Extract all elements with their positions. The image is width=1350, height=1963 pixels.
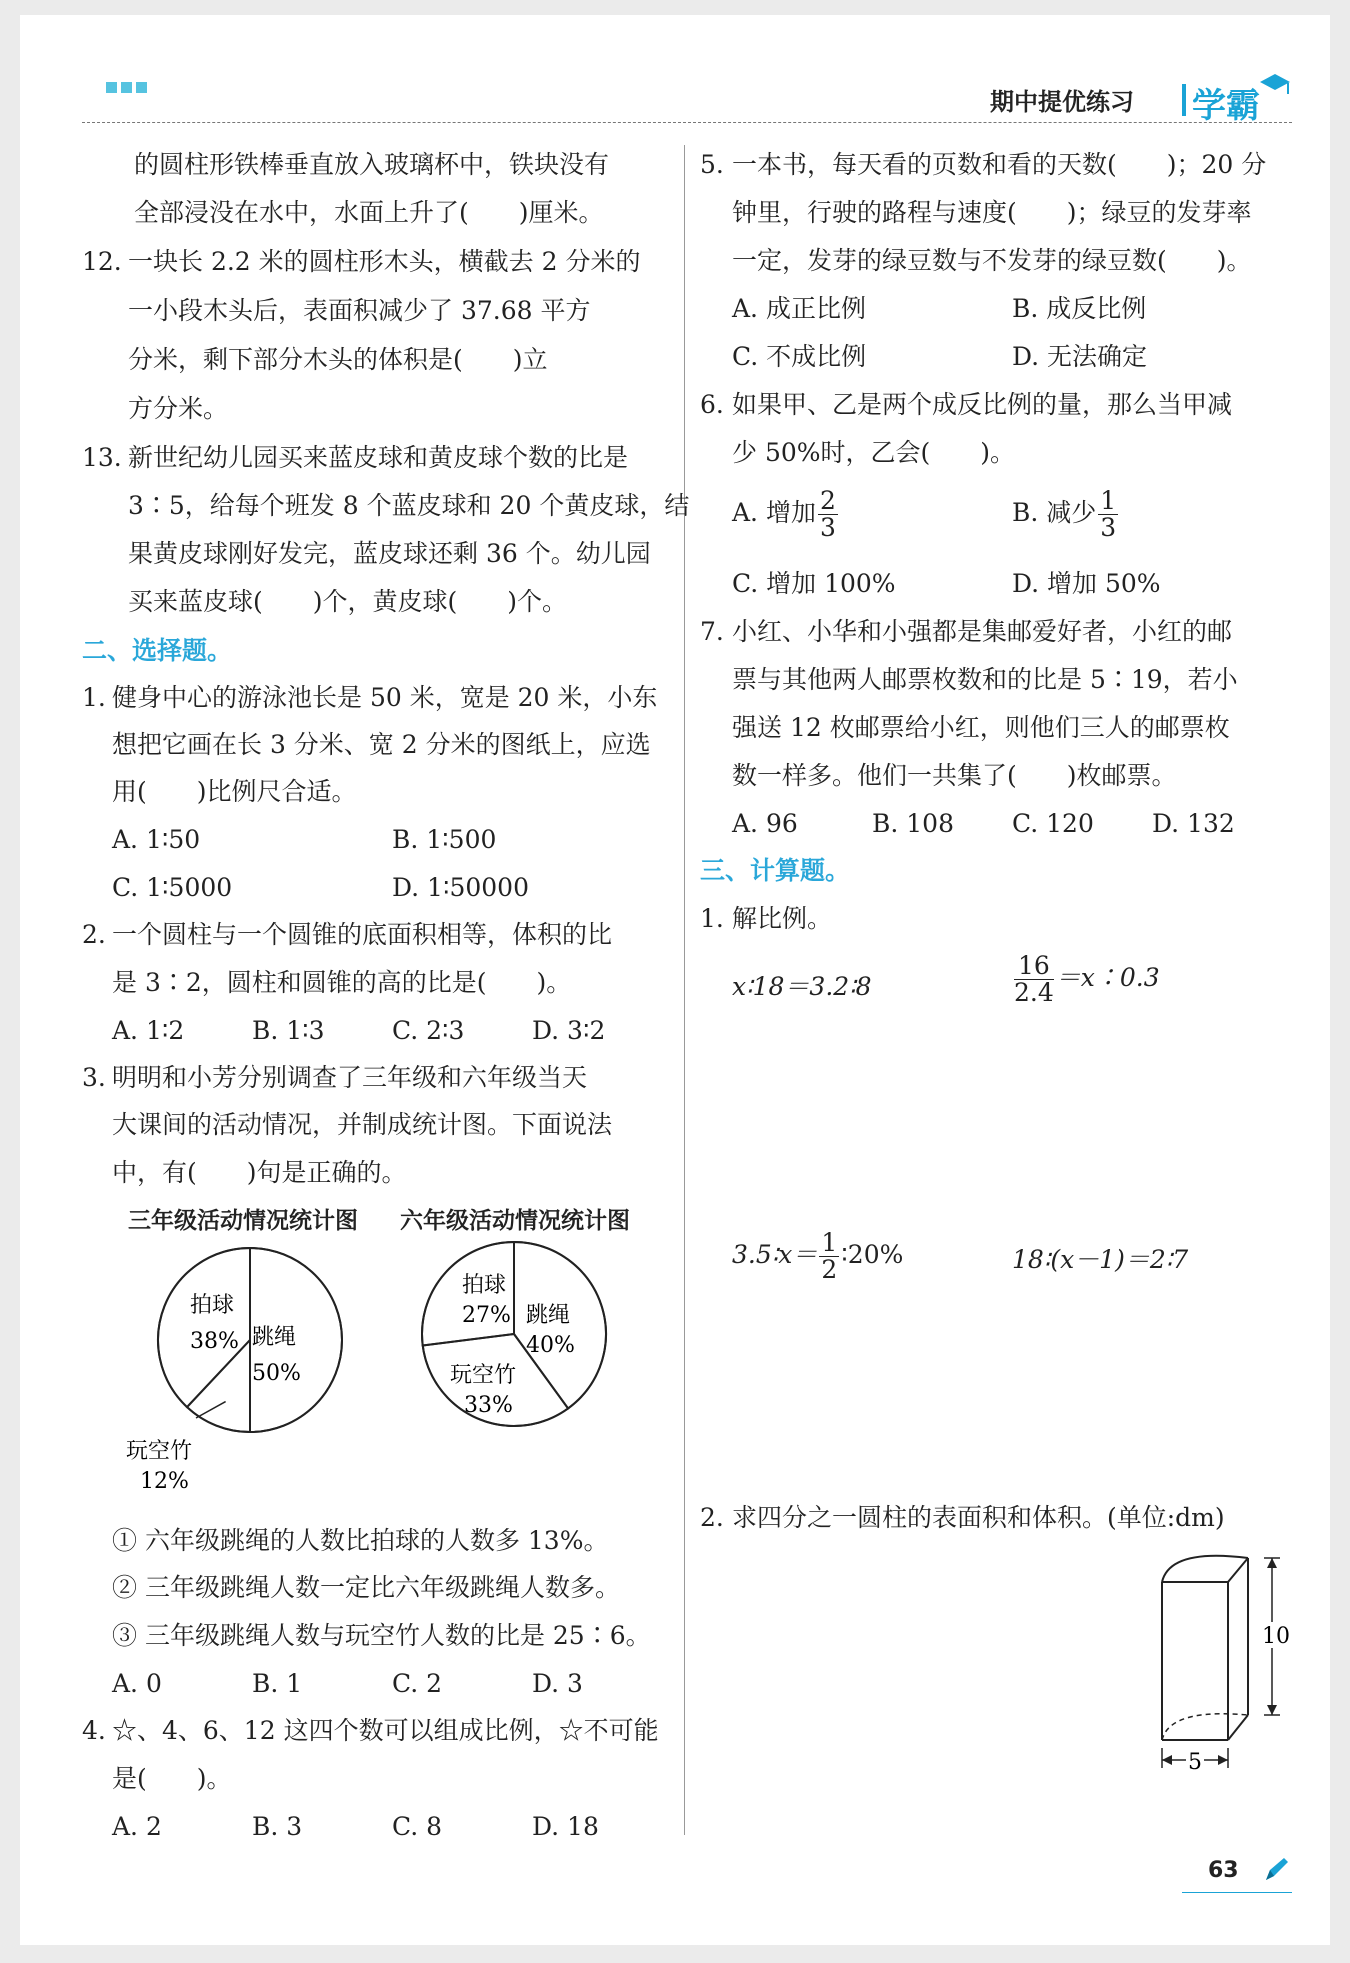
calc1-number: 1. xyxy=(700,904,724,933)
fraction-denominator: 2.4 xyxy=(1014,978,1054,1007)
c1-option-d: D. 1∶50000 xyxy=(392,873,529,902)
height-label: 10 xyxy=(1262,1624,1290,1649)
pie-label-value: 38% xyxy=(190,1329,239,1354)
calc1-label: 解比例。 xyxy=(732,904,833,933)
q12-number: 12. xyxy=(82,247,122,276)
c5-line: 钟里，行驶的路程与速度( )；绿豆的发芽率 xyxy=(732,198,1252,227)
c1-line: 想把它画在长 3 分米、宽 2 分米的图纸上，应选 xyxy=(112,730,651,759)
c3-statement: ② 三年级跳绳人数一定比六年级跳绳人数多。 xyxy=(112,1573,620,1602)
c4-number: 4. xyxy=(82,1716,106,1745)
c2-option-c: C. 2∶3 xyxy=(392,1016,465,1045)
fraction-numerator: 1 xyxy=(1100,486,1117,515)
c4-option-d: D. 18 xyxy=(532,1812,599,1841)
q13-line: 3∶5，给每个班发 8 个蓝皮球和 20 个黄皮球，结 xyxy=(128,491,690,520)
pie-label-value: 12% xyxy=(140,1469,189,1494)
pie-label-value: 27% xyxy=(462,1303,511,1328)
c6-number: 6. xyxy=(700,390,724,419)
c3-option-a: A. 0 xyxy=(112,1669,162,1698)
equation-1: x∶18＝3.2∶8 xyxy=(732,972,872,1001)
c4-option-a: A. 2 xyxy=(112,1812,162,1841)
c1-option-b: B. 1∶500 xyxy=(392,825,497,854)
c4-line: 是( )。 xyxy=(112,1764,232,1793)
fraction-denominator: 3 xyxy=(1100,513,1117,542)
c1-option-c: C. 1∶5000 xyxy=(112,873,233,902)
pie-label-category: 玩空竹 xyxy=(450,1363,517,1388)
c7-line: 数一样多。他们一共集了( )枚邮票。 xyxy=(732,761,1177,790)
q12-text: 一块长 2.2 米的圆柱形木头，横截去 2 分米的 xyxy=(128,247,641,276)
header-title: 期中提优练习 xyxy=(990,88,1134,116)
c5-option-b: B. 成反比例 xyxy=(1012,294,1147,323)
calc2-label: 求四分之一圆柱的表面积和体积。(单位:dm) xyxy=(732,1503,1225,1532)
pie-label-category: 拍球 xyxy=(462,1273,507,1298)
graduation-cap-icon xyxy=(1258,70,1292,96)
equation-2-rest: ＝x∶0.3 xyxy=(1055,963,1160,992)
pie-label-value: 50% xyxy=(252,1361,301,1386)
equation-3 xyxy=(732,1230,903,1283)
fraction-numerator: 1 xyxy=(821,1228,838,1257)
c6-option-a-text: A. 增加 xyxy=(732,498,816,527)
fraction xyxy=(818,488,838,541)
equation-3-left: 3.5∶x＝ xyxy=(732,1240,818,1269)
header-rule xyxy=(82,122,1292,123)
c3-statement: ① 六年级跳绳的人数比拍球的人数多 13%。 xyxy=(112,1526,609,1555)
equation-2 xyxy=(1012,953,1160,1006)
c5-option-d: D. 无法确定 xyxy=(1012,342,1148,371)
q12-line: 分米，剩下部分木头的体积是( )立 xyxy=(128,345,548,374)
c6-option-d: D. 增加 50% xyxy=(1012,569,1161,598)
c3-line: 中，有( )句是正确的。 xyxy=(112,1158,407,1187)
c3-line: 大课间的活动情况，并制成统计图。下面说法 xyxy=(112,1110,613,1139)
column-divider xyxy=(684,145,685,1835)
brand-logo: 学霸 xyxy=(1192,86,1260,126)
pie-label-value: 33% xyxy=(464,1393,513,1418)
chart1-title: 三年级活动情况统计图 xyxy=(128,1208,358,1234)
c7-option-d: D. 132 xyxy=(1152,809,1235,838)
pie-label-category: 跳绳 xyxy=(526,1303,571,1328)
quarter-cylinder-figure xyxy=(1140,1540,1300,1790)
c6-option-b-text: B. 减少 xyxy=(1012,498,1097,527)
c2-number: 2. xyxy=(82,920,106,949)
footer-rule xyxy=(1182,1892,1292,1893)
c2-line: 是 3∶2，圆柱和圆锥的高的比是( )。 xyxy=(112,968,572,997)
fraction xyxy=(1098,488,1118,541)
q13-line: 新世纪幼儿园买来蓝皮球和黄皮球个数的比是 xyxy=(128,443,629,472)
pencil-icon xyxy=(1262,1856,1290,1884)
c6-line: 如果甲、乙是两个成反比例的量，那么当甲减 xyxy=(732,390,1233,419)
c7-option-c: C. 120 xyxy=(1012,809,1094,838)
c3-statement: ③ 三年级跳绳人数与玩空竹人数的比是 25∶6。 xyxy=(112,1621,651,1650)
c2-line: 一个圆柱与一个圆锥的底面积相等，体积的比 xyxy=(112,920,613,949)
fraction xyxy=(819,1230,839,1283)
c4-line: ☆、4、6、12 这四个数可以组成比例，☆不可能 xyxy=(112,1716,659,1745)
header-decor-square xyxy=(106,82,117,93)
q13-line: 果黄皮球刚好发完，蓝皮球还剩 36 个。幼儿园 xyxy=(128,539,651,568)
chart2-title: 六年级活动情况统计图 xyxy=(400,1208,630,1234)
c4-option-b: B. 3 xyxy=(252,1812,303,1841)
section-3-title: 三、计算题。 xyxy=(700,856,851,885)
c6-option-a xyxy=(732,487,840,541)
c7-line: 强送 12 枚邮票给小红，则他们三人的邮票枚 xyxy=(732,713,1230,742)
c7-line: 小红、小华和小强都是集邮爱好者，小红的邮 xyxy=(732,617,1233,646)
pie-label-value: 40% xyxy=(526,1333,575,1358)
q13-number: 13. xyxy=(82,443,122,472)
header-decor-square xyxy=(136,82,147,93)
q12-line xyxy=(128,247,666,277)
c4-option-c: C. 8 xyxy=(392,1812,443,1841)
q12-line: 方分米。 xyxy=(128,394,229,423)
c1-line: 用( )比例尺合适。 xyxy=(112,777,357,806)
c2-option-b: B. 1∶3 xyxy=(252,1016,325,1045)
c1-line: 健身中心的游泳池长是 50 米，宽是 20 米，小东 xyxy=(112,683,658,712)
c6-option-c: C. 增加 100% xyxy=(732,569,896,598)
pie-label-category: 玩空竹 xyxy=(126,1439,193,1464)
calc2-number: 2. xyxy=(700,1503,724,1532)
pie-chart-grade3 xyxy=(126,1240,370,1520)
c3-option-b: B. 1 xyxy=(252,1669,303,1698)
c5-option-c: C. 不成比例 xyxy=(732,342,867,371)
q11-tail-line: 的圆柱形铁棒垂直放入玻璃杯中，铁块没有 xyxy=(134,150,610,179)
c5-number: 5. xyxy=(700,150,724,179)
c1-option-a: A. 1∶50 xyxy=(112,825,201,854)
c7-number: 7. xyxy=(700,617,724,646)
q11-tail-line: 全部浸没在水中，水面上升了( )厘米。 xyxy=(134,198,604,227)
fraction xyxy=(1014,953,1054,1006)
c7-line: 票与其他两人邮票枚数和的比是 5∶19，若小 xyxy=(732,665,1238,694)
c2-option-a: A. 1∶2 xyxy=(112,1016,185,1045)
c6-line: 少 50%时，乙会( )。 xyxy=(732,438,1016,467)
c3-number: 3. xyxy=(82,1063,106,1092)
q12-line: 一小段木头后，表面积减少了 37.68 平方 xyxy=(128,296,591,325)
q13-line: 买来蓝皮球( )个，黄皮球( )个。 xyxy=(128,587,568,616)
c7-option-b: B. 108 xyxy=(872,809,954,838)
c2-option-d: D. 3∶2 xyxy=(532,1016,606,1045)
fraction-numerator: 16 xyxy=(1014,953,1054,980)
c6-option-b xyxy=(1012,487,1120,541)
fraction-denominator: 2 xyxy=(821,1255,838,1284)
header-divider xyxy=(1182,84,1186,116)
equation-4: 18∶(x－1)＝2∶7 xyxy=(1012,1245,1189,1274)
radius-label: 5 xyxy=(1188,1750,1202,1775)
c7-option-a: A. 96 xyxy=(732,809,798,838)
c5-option-a: A. 成正比例 xyxy=(732,294,866,323)
c5-line: 一定，发芽的绿豆数与不发芽的绿豆数( )。 xyxy=(732,246,1252,275)
fraction-numerator: 2 xyxy=(819,486,836,515)
section-2-title: 二、选择题。 xyxy=(82,636,233,665)
header-decor-square xyxy=(121,82,132,93)
fraction-denominator: 3 xyxy=(819,513,836,542)
pie-chart-grade6 xyxy=(420,1240,640,1460)
pie-label-category: 拍球 xyxy=(190,1293,235,1318)
c5-line: 一本书，每天看的页数和看的天数( )；20 分 xyxy=(732,150,1267,179)
c3-line: 明明和小芳分别调查了三年级和六年级当天 xyxy=(112,1063,588,1092)
page-number: 63 xyxy=(1208,1858,1239,1883)
pie-label-category: 跳绳 xyxy=(252,1325,297,1350)
c1-number: 1. xyxy=(82,683,106,712)
c3-option-d: D. 3 xyxy=(532,1669,583,1698)
equation-3-right: ∶20% xyxy=(841,1240,904,1269)
c3-option-c: C. 2 xyxy=(392,1669,443,1698)
